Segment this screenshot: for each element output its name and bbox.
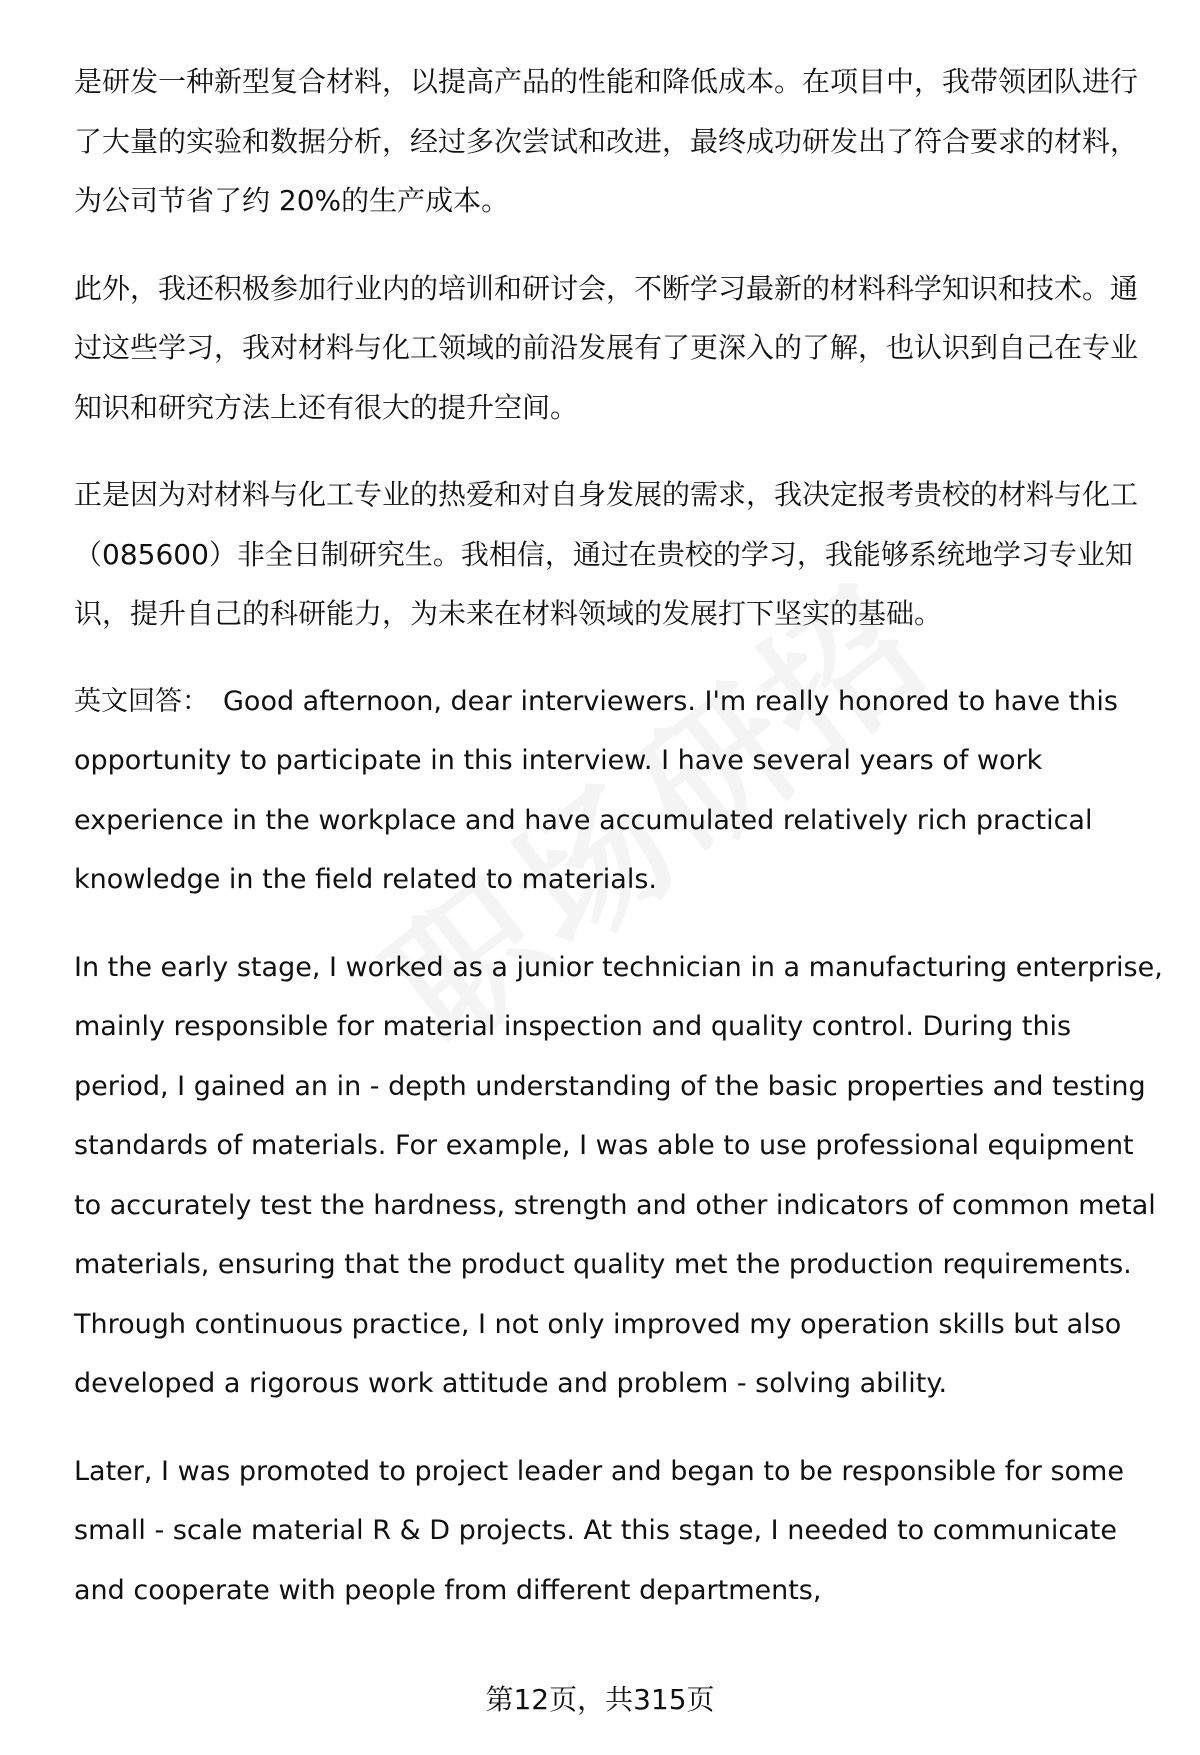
paragraph-training: 此外，我还积极参加行业内的培训和研讨会，不断学习最新的材料科学知识和技术。通过这些学习，我对材料与化工领域的前沿发展有了更深入的了解，也认识到自己在专业知识和研究方法上还有很大的提升空间。 <box>74 271 1139 424</box>
paragraph-english-early-stage: In the early stage, I worked as a junior technician in a manufacturing enterprise, mainly responsible for material inspection and quality control. During this period, I gained an in - depth understanding of the basic properties and testing standards of materials. For example, I was able to use professional equipment to accurately test the hardness, strength and other indicators of common metal materials, ensuring that the product quality met the production requirements. Through continuous practice, I not only improved my operation skills but also developed a rigorous work attitude and problem - solving ability. <box>74 951 1163 1399</box>
paragraph-english-intro <box>74 672 1164 910</box>
english-answer-label: 英文回答： <box>74 685 209 717</box>
english-intro-text: Good afternoon, dear interviewers. I'm really honored to have this opportunity to participate in this interview. I have several years of work experience in the workplace and have accumulated relatively rich practical knowledge in the field related to materials. <box>74 685 1118 895</box>
document-body <box>74 52 1164 1648</box>
page-number-footer: 第12页，共315页 <box>485 1683 715 1716</box>
paragraph-application-reason: 正是因为对材料与化工专业的热爱和对自身发展的需求，我决定报考贵校的材料与化工（085600）非全日制研究生。我相信，通过在贵校的学习，我能够系统地学习专业知识，提升自己的科研能力，为未来在材料领域的发展打下坚实的基础。 <box>74 478 1139 630</box>
paragraph-english-later-stage: Later, I was promoted to project leader and began to be responsible for some small - scale material R & D projects. At this stage, I needed to communicate and cooperate with people from different departments, <box>74 1455 1124 1606</box>
paragraph-project-materials: 是研发一种新型复合材料，以提高产品的性能和降低成本。在项目中，我带领团队进行了大量的实验和数据分析，经过多次尝试和改进，最终成功研发出了符合要求的材料，为公司节省了约 20%的生产成本。 <box>74 65 1139 217</box>
